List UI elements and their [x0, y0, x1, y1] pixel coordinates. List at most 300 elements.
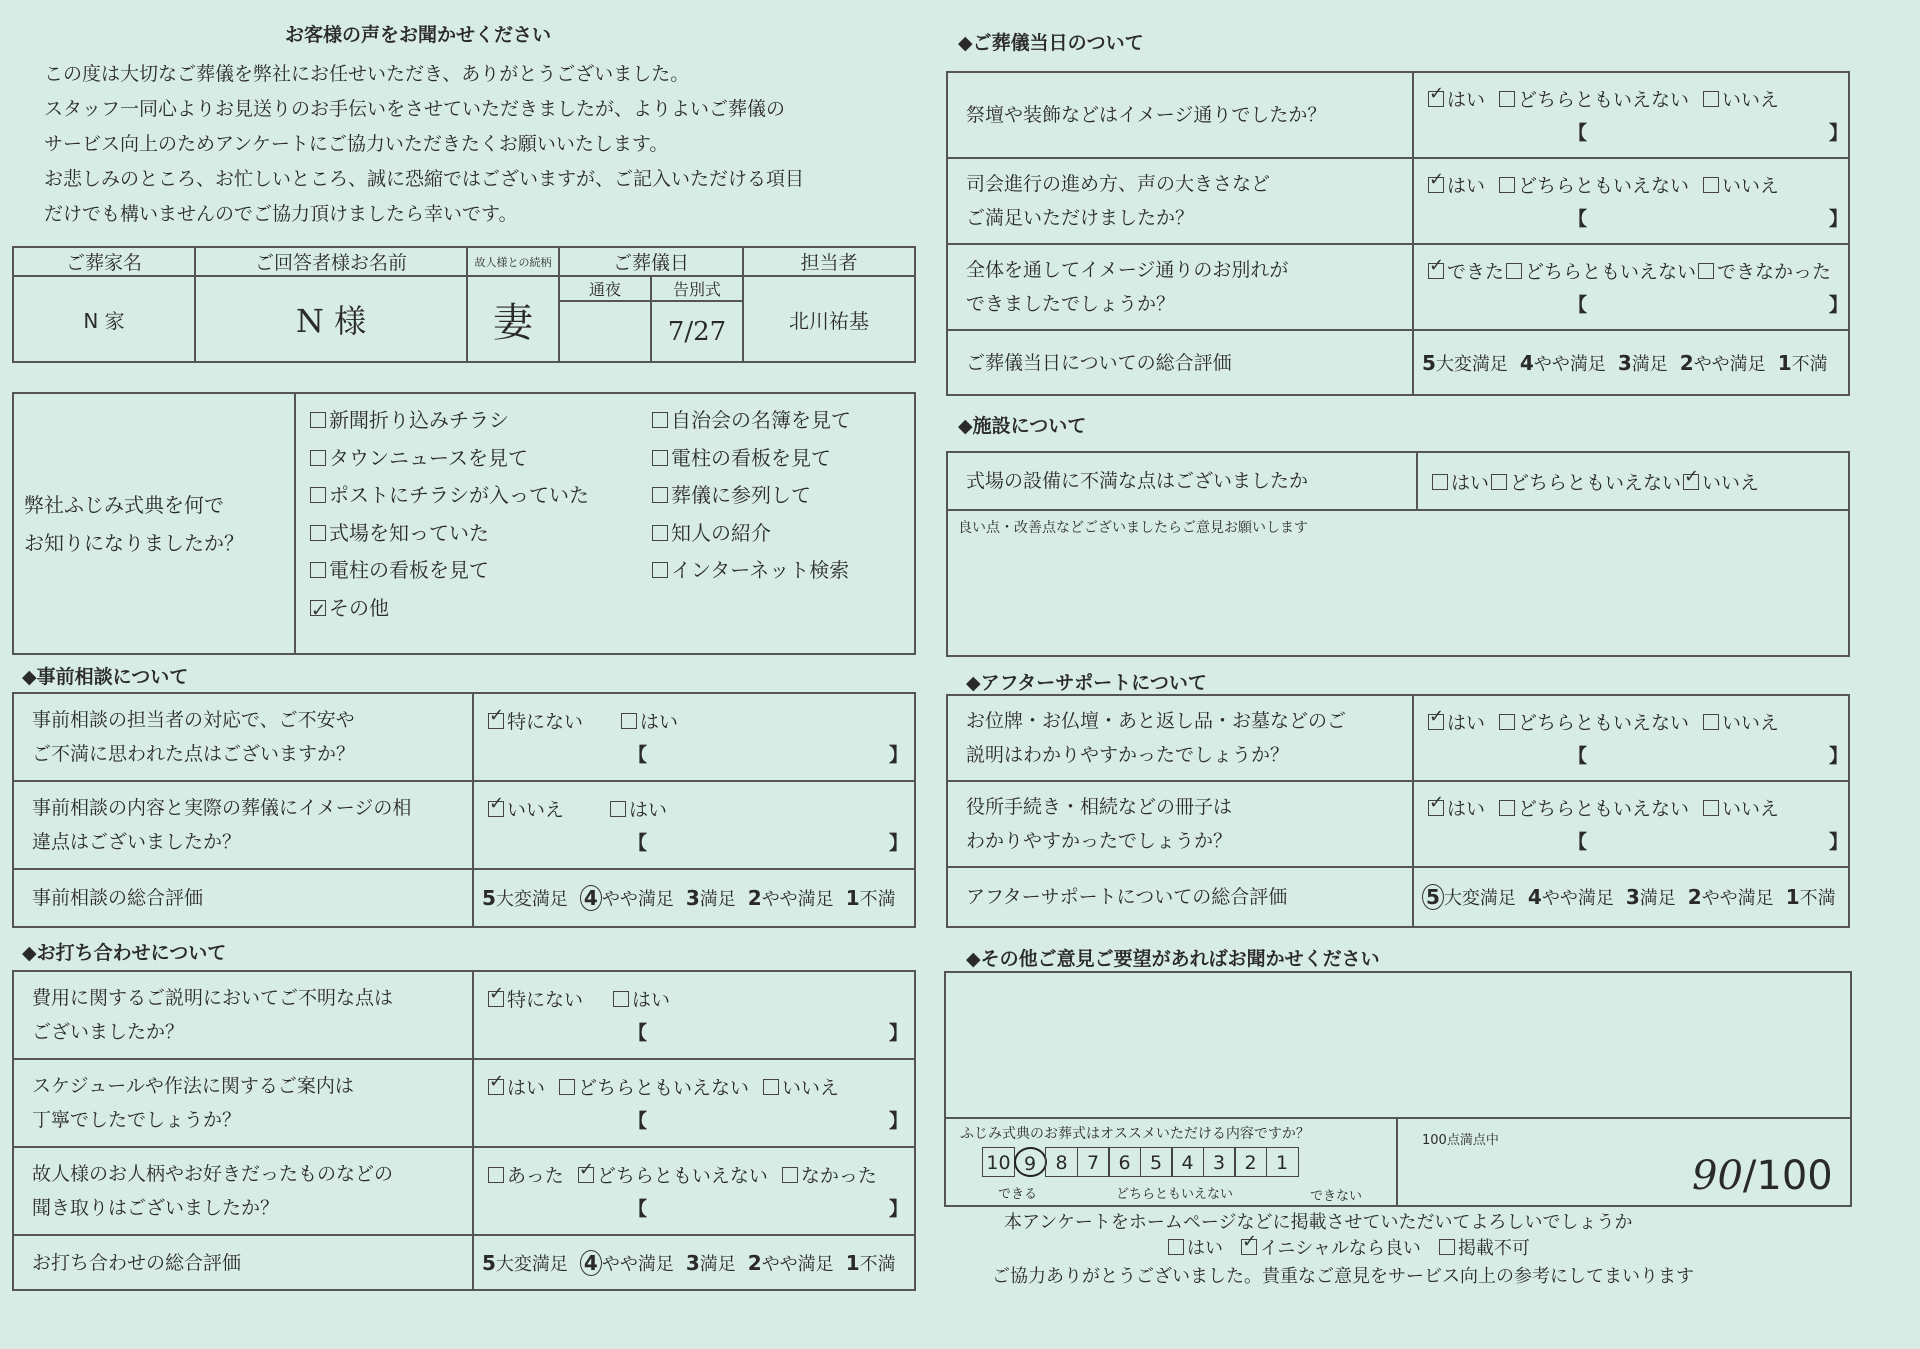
option-label: いいえ — [1722, 89, 1780, 111]
option-label: いいえ — [1722, 712, 1780, 734]
option-label: どちらともいえない — [596, 1165, 768, 1187]
bracket-open: 【 — [628, 1022, 648, 1044]
checkbox[interactable] — [652, 525, 668, 541]
option[interactable] — [1703, 89, 1779, 111]
checkbox[interactable] — [1703, 714, 1719, 730]
q-line: わかりやすかったでしょうか？ — [966, 830, 1233, 852]
rating-option[interactable] — [482, 1250, 568, 1275]
rating-option[interactable] — [1617, 350, 1668, 375]
option[interactable] — [488, 711, 583, 733]
option[interactable] — [1499, 175, 1689, 197]
source-option[interactable] — [310, 515, 652, 553]
rating-label: やや満足 — [1541, 888, 1614, 909]
option-label: いいえ — [1702, 471, 1760, 494]
option[interactable] — [310, 596, 389, 620]
bracket-close: 】 — [1828, 294, 1848, 316]
source-option[interactable] — [310, 552, 652, 590]
q-line: 司会進行の進め方、声の大きさなど — [966, 173, 1271, 195]
q-line: 全体を通してイメージ通りのお別れが — [966, 259, 1289, 281]
after-q1-options — [1413, 695, 1849, 781]
option[interactable] — [1491, 472, 1681, 494]
rating-number: 4 — [1527, 885, 1542, 909]
option-label: 自治会の名簿を見て — [671, 408, 851, 432]
checkbox[interactable] — [1428, 800, 1444, 816]
consult-header: ◆事前相談について — [22, 666, 189, 688]
option[interactable] — [782, 1165, 877, 1187]
rating-label: 満足 — [1631, 353, 1668, 375]
checkbox[interactable] — [1499, 177, 1515, 193]
option[interactable] — [310, 483, 589, 507]
option-label: 電柱の看板を見て — [671, 445, 831, 470]
rating-option[interactable] — [1785, 885, 1836, 909]
option-label: 電柱の看板を見て — [329, 558, 489, 582]
bracket-close: 】 — [1828, 831, 1848, 853]
day-q2-options — [1413, 158, 1849, 244]
source-option[interactable] — [310, 477, 652, 515]
q-line: 故人様のお人柄やお好きだったものなどの — [32, 1163, 394, 1185]
option-label: 掲載不可 — [1457, 1238, 1530, 1259]
option[interactable] — [1499, 712, 1689, 734]
other-box — [944, 971, 1852, 1207]
bracket-open: 【 — [1568, 745, 1588, 767]
survey-title: お客様の声をお聞かせください — [285, 24, 552, 46]
day-q2 — [947, 158, 1413, 244]
meeting-q3-options — [473, 1147, 915, 1235]
bracket-close: 】 — [1828, 208, 1848, 230]
checkbox[interactable] — [1698, 263, 1714, 279]
checkbox[interactable] — [652, 562, 668, 578]
rating-label: 満足 — [1639, 888, 1676, 909]
rating-label: やや満足 — [1533, 353, 1606, 375]
option[interactable] — [652, 521, 771, 545]
rating-label: 大変満足 — [495, 1253, 568, 1275]
q-line: 違点はございましたか？ — [32, 831, 242, 853]
source-col1 — [310, 402, 652, 627]
intro-line: この度は大切なご葬儀を弊社にお任せいただき、ありがとうございました。 — [44, 63, 690, 85]
header-family: ご葬家名 — [13, 247, 195, 276]
option[interactable] — [1683, 472, 1759, 494]
rating-number: 3 — [1625, 885, 1640, 909]
facility-header: ◆施設について — [958, 415, 1087, 437]
option-label: はい — [1187, 1238, 1223, 1259]
option-label: いいえ — [1722, 175, 1780, 197]
option[interactable] — [488, 989, 583, 1011]
checkbox[interactable] — [1428, 177, 1444, 193]
option-label: どちらともいえない — [578, 1077, 750, 1099]
consult-rating — [473, 869, 915, 927]
scale-mid-label: どちらともいえない — [1116, 1187, 1234, 1202]
checkbox[interactable] — [1703, 800, 1719, 816]
consult-q1 — [13, 693, 473, 781]
option[interactable] — [310, 408, 509, 432]
q-line: 事前相談の担当者の対応で、ご不安や — [32, 709, 355, 731]
checkbox[interactable] — [1506, 263, 1522, 279]
checkbox[interactable] — [1703, 177, 1719, 193]
rating-number: 4 — [580, 1250, 602, 1276]
rating-number: 1 — [845, 886, 860, 910]
option[interactable] — [1698, 261, 1831, 283]
consult-table — [12, 692, 916, 928]
rating-label: 不満 — [1791, 353, 1828, 375]
intro-text — [44, 57, 804, 232]
checkbox[interactable] — [1499, 91, 1515, 107]
option-label: なかった — [800, 1165, 877, 1187]
checkbox[interactable] — [310, 412, 326, 428]
checkbox[interactable] — [559, 1079, 575, 1095]
meeting-q1 — [13, 971, 473, 1059]
q-line: お位牌・お仏壇・あと返し品・お墓などのご — [966, 710, 1347, 732]
checkbox[interactable] — [652, 412, 668, 428]
option[interactable] — [652, 483, 811, 507]
facility-q1: 式場の設備に不満な点はございましたか — [947, 452, 1417, 510]
rating-option[interactable] — [1679, 350, 1766, 375]
meeting-overall-label: お打ち合わせの総合評価 — [13, 1235, 473, 1290]
kokubetsu-date: 7/27 — [651, 301, 743, 362]
bracket-open: 【 — [628, 832, 648, 854]
source-options — [295, 393, 915, 654]
header-kokubetsu: 告別式 — [651, 276, 743, 301]
rating-label: やや満足 — [761, 1253, 834, 1275]
q-line: 事前相談の内容と実際の葬儀にイメージの相 — [32, 797, 412, 819]
header-respondent: ご回答者様お名前 — [195, 247, 467, 276]
rating-number: 3 — [685, 886, 700, 910]
facility-comment-area[interactable] — [947, 510, 1849, 656]
rating-option[interactable] — [1625, 885, 1676, 909]
rating-label: やや満足 — [601, 889, 674, 910]
option[interactable] — [310, 521, 489, 545]
staff-name: 北川祐基 — [743, 276, 915, 362]
scale-cell[interactable]: 7 — [1077, 1147, 1110, 1177]
rating-label: やや満足 — [601, 1253, 674, 1275]
option-label: できた — [1447, 261, 1505, 283]
q-line: できましたでしょうか？ — [966, 293, 1176, 315]
option[interactable] — [1241, 1238, 1421, 1259]
option[interactable] — [1428, 798, 1485, 820]
option[interactable] — [1428, 261, 1504, 283]
bracket-close: 】 — [888, 744, 908, 766]
option[interactable] — [488, 1077, 545, 1099]
after-header: ◆アフターサポートについて — [966, 672, 1207, 694]
rating-number: 2 — [747, 886, 762, 910]
option[interactable] — [1428, 89, 1485, 111]
source-option[interactable] — [652, 402, 851, 440]
source-option[interactable] — [652, 515, 851, 553]
option-label: どちらともいえない — [1518, 798, 1690, 820]
consult-q2-options — [473, 781, 915, 869]
checkbox[interactable] — [488, 801, 504, 817]
option-label: できなかった — [1717, 261, 1832, 283]
option[interactable] — [1168, 1238, 1223, 1259]
after-overall-label: アフターサポートについての総合評価 — [947, 867, 1413, 927]
q-line: ございましたか？ — [32, 1021, 185, 1043]
facility-q1-options — [1417, 452, 1849, 510]
source-option[interactable] — [310, 440, 652, 478]
scale-cell[interactable]: 2 — [1234, 1147, 1267, 1177]
source-col2 — [652, 402, 851, 627]
meeting-table — [12, 970, 916, 1291]
publish-question: 本アンケートをホームページなどに掲載させていただいてよろしいでしょうか — [1004, 1212, 1633, 1233]
q-line: 祭壇や装飾などはイメージ通りでしたか？ — [966, 104, 1327, 126]
option[interactable] — [610, 799, 667, 821]
option-label: どちらともいえない — [1510, 471, 1682, 494]
rating-option[interactable] — [1687, 885, 1774, 909]
tsuya-date — [559, 301, 651, 362]
rating-option[interactable] — [845, 886, 896, 910]
source-option[interactable] — [652, 477, 851, 515]
meeting-q3 — [13, 1147, 473, 1235]
option[interactable] — [652, 408, 851, 432]
option[interactable] — [1428, 712, 1485, 734]
option-label: その他 — [329, 595, 389, 620]
day-q1-options — [1413, 72, 1849, 158]
rating-label: 大変満足 — [1443, 888, 1516, 909]
rating-number: 1 — [845, 1250, 860, 1275]
checkbox[interactable] — [310, 562, 326, 578]
source-option[interactable] — [310, 590, 652, 628]
after-rating — [1413, 867, 1849, 927]
bracket-open: 【 — [1568, 831, 1588, 853]
option-label: はい — [1447, 798, 1486, 820]
option[interactable] — [1703, 175, 1779, 197]
scale-cell[interactable]: 5 — [1140, 1147, 1173, 1177]
checkbox[interactable] — [613, 991, 629, 1007]
checkbox[interactable] — [488, 1167, 504, 1183]
rating-option[interactable] — [1519, 350, 1606, 375]
q-line: スケジュールや作法に関するご案内は — [32, 1075, 354, 1097]
rating-option[interactable] — [1422, 350, 1508, 375]
checkbox[interactable] — [310, 525, 326, 541]
option-label: ポストにチラシが入っていた — [329, 483, 589, 507]
source-table — [12, 392, 916, 655]
checkbox[interactable] — [1491, 474, 1507, 490]
rating-label: やや満足 — [1693, 353, 1766, 375]
rating-option[interactable] — [482, 886, 568, 910]
option[interactable] — [613, 989, 670, 1011]
after-q2 — [947, 781, 1413, 867]
checkbox[interactable] — [782, 1167, 798, 1183]
scale-cell[interactable]: 4 — [1171, 1147, 1204, 1177]
option-label: どちらともいえない — [1518, 712, 1690, 734]
rating-option[interactable] — [1777, 350, 1828, 375]
checkbox[interactable] — [763, 1079, 779, 1095]
option[interactable] — [652, 446, 831, 470]
q-line: 役所手続き・相続などの冊子は — [966, 796, 1233, 818]
option-label: 式場を知っていた — [329, 520, 489, 545]
scale-left-label: できる — [998, 1187, 1038, 1202]
q-line: 説明はわかりやすかったでしょうか？ — [966, 744, 1290, 766]
checkbox[interactable] — [488, 713, 504, 729]
option-label: はい — [1447, 89, 1486, 111]
option[interactable] — [652, 558, 849, 582]
meeting-rating — [473, 1235, 915, 1290]
checkbox[interactable] — [310, 487, 326, 503]
scale-cell[interactable]: 10 — [982, 1147, 1015, 1177]
checkbox[interactable] — [621, 713, 637, 729]
option-label: 特にない — [507, 989, 584, 1011]
checkbox[interactable] — [610, 801, 626, 817]
checkbox[interactable] — [310, 450, 326, 466]
rating-label: 大変満足 — [495, 889, 568, 910]
meeting-q2 — [13, 1059, 473, 1147]
option[interactable] — [488, 799, 564, 821]
day-header: ◆ご葬儀当日のついて — [958, 32, 1144, 54]
source-option[interactable] — [310, 402, 652, 440]
option[interactable] — [310, 446, 528, 470]
option[interactable] — [559, 1077, 749, 1099]
header-date: ご葬儀日 — [559, 247, 743, 276]
bracket-close: 】 — [1828, 745, 1848, 767]
option-label: はい — [1447, 175, 1486, 197]
rating-option[interactable] — [1527, 885, 1614, 909]
bracket-open: 【 — [1568, 294, 1588, 316]
intro-line: サービス向上のためアンケートにご協力いただきたくお願いいたします。 — [44, 133, 669, 155]
meeting-q1-options — [473, 971, 915, 1059]
rating-number: 3 — [685, 1250, 700, 1275]
option[interactable] — [1432, 472, 1489, 494]
option-label: インターネット検索 — [671, 558, 850, 582]
intro-line: お悲しみのところ、お忙しいところ、誠に恐縮ではございますが、ご記入いただける項目 — [44, 168, 805, 190]
publish-options — [1168, 1234, 1548, 1260]
checkbox[interactable] — [578, 1167, 594, 1183]
option-label: はい — [1447, 712, 1486, 734]
checkbox[interactable] — [310, 600, 326, 616]
score-value: 90 — [1692, 1153, 1743, 1199]
rating-number: 5 — [482, 1250, 496, 1275]
header-staff: 担当者 — [743, 247, 915, 276]
option[interactable] — [1428, 175, 1485, 197]
q-line: ご不満に思われた点はございますか？ — [32, 743, 356, 765]
checkbox[interactable] — [1168, 1239, 1184, 1255]
day-q3 — [947, 244, 1413, 330]
rating-option[interactable] — [685, 886, 736, 910]
checkbox[interactable] — [1241, 1239, 1257, 1255]
rating-option[interactable] — [1422, 885, 1516, 909]
day-q1 — [947, 72, 1413, 158]
day-rating — [1413, 330, 1849, 395]
scale-cell[interactable]: 9 — [1014, 1147, 1047, 1177]
rating-number: 1 — [1785, 885, 1800, 909]
q-line: 費用に関するご説明においてご不明な点は — [32, 987, 394, 1009]
rating-number: 2 — [1687, 885, 1702, 909]
bracket-open: 【 — [1568, 122, 1588, 144]
checkbox[interactable] — [1428, 91, 1444, 107]
rating-option[interactable] — [685, 1250, 736, 1275]
bracket-close: 】 — [888, 1022, 908, 1044]
source-question-line: お知りになりましたか？ — [24, 530, 244, 555]
bracket-close: 】 — [888, 832, 908, 854]
option[interactable] — [1703, 712, 1779, 734]
after-q1 — [947, 695, 1413, 781]
option[interactable] — [1499, 89, 1689, 111]
source-option[interactable] — [652, 552, 851, 590]
checkbox[interactable] — [1428, 714, 1444, 730]
recommend-scale — [982, 1147, 1297, 1177]
option[interactable] — [763, 1077, 839, 1099]
option[interactable] — [488, 1165, 564, 1187]
source-option[interactable] — [652, 440, 851, 478]
option-label: はい — [629, 799, 668, 821]
rating-label: やや満足 — [761, 889, 834, 910]
rating-option[interactable] — [747, 1250, 834, 1275]
option-label: あった — [507, 1165, 564, 1187]
scale-cell[interactable]: 3 — [1203, 1147, 1236, 1177]
option-label: いいえ — [507, 799, 565, 821]
score-max: /100 — [1742, 1153, 1833, 1199]
checkbox[interactable] — [1499, 714, 1515, 730]
respondent-name: N 様 — [195, 276, 467, 362]
option[interactable] — [1703, 798, 1779, 820]
option-label: どちらともいえない — [1518, 175, 1690, 197]
rating-number: 2 — [1679, 350, 1694, 375]
bracket-close: 】 — [888, 1198, 908, 1220]
rating-option[interactable] — [580, 1250, 674, 1275]
scale-cell[interactable]: 6 — [1108, 1147, 1141, 1177]
checkbox[interactable] — [488, 991, 504, 1007]
other-header: ◆その他ご意見ご要望があればお聞かせください — [966, 948, 1380, 970]
bracket-open: 【 — [1568, 208, 1588, 230]
checkbox[interactable] — [1432, 474, 1448, 490]
info-table — [12, 246, 916, 363]
option[interactable] — [621, 711, 678, 733]
intro-line: だけでも構いませんのでご協力頂けましたら幸いです。 — [44, 203, 518, 225]
bracket-open: 【 — [628, 1198, 648, 1220]
checkbox[interactable] — [1439, 1239, 1455, 1255]
checkbox[interactable] — [488, 1079, 504, 1095]
family-name: N 家 — [13, 276, 195, 362]
option[interactable] — [1506, 261, 1696, 283]
option-label: はい — [632, 989, 671, 1011]
rating-number: 1 — [1777, 350, 1792, 375]
rating-option[interactable] — [845, 1250, 896, 1275]
scale-cell[interactable]: 1 — [1266, 1147, 1299, 1177]
scale-cell[interactable]: 8 — [1045, 1147, 1078, 1177]
checkbox[interactable] — [652, 450, 668, 466]
option-label: タウンニュースを見て — [329, 445, 528, 470]
rating-number: 5 — [1422, 350, 1436, 375]
header-tsuya: 通夜 — [559, 276, 651, 301]
rating-number: 4 — [1519, 350, 1534, 375]
option[interactable] — [1439, 1238, 1530, 1259]
recommend-question: ふじみ式典のお葬式はオススメいただける内容ですか？ — [960, 1126, 1310, 1142]
day-table — [946, 71, 1850, 396]
checkbox[interactable] — [1499, 800, 1515, 816]
option[interactable] — [310, 558, 489, 582]
option-label: いいえ — [782, 1077, 840, 1099]
rating-option[interactable] — [580, 886, 674, 910]
q-line: 丁寧でしたでしょうか？ — [32, 1109, 242, 1131]
checkbox[interactable] — [1428, 263, 1444, 279]
option[interactable] — [1499, 798, 1689, 820]
rating-option[interactable] — [747, 886, 834, 910]
checkbox[interactable] — [652, 487, 668, 503]
consult-q1-options — [473, 693, 915, 781]
source-question — [13, 393, 295, 654]
option-label: はい — [1451, 471, 1490, 494]
bracket-close: 】 — [1828, 122, 1848, 144]
option-label: 特にない — [507, 711, 584, 733]
checkbox[interactable] — [1703, 91, 1719, 107]
checkbox[interactable] — [1683, 474, 1699, 490]
option-label: いいえ — [1722, 798, 1780, 820]
meeting-q2-options — [473, 1059, 915, 1147]
rating-number: 4 — [580, 885, 602, 911]
rating-number: 5 — [482, 886, 496, 910]
day-overall-label: ご葬儀当日についての総合評価 — [947, 330, 1413, 395]
option[interactable] — [578, 1165, 768, 1187]
option-label: どちらともいえない — [1525, 261, 1697, 283]
rating-number: 2 — [747, 1250, 762, 1275]
header-relation: 故人様との続柄 — [467, 247, 559, 276]
